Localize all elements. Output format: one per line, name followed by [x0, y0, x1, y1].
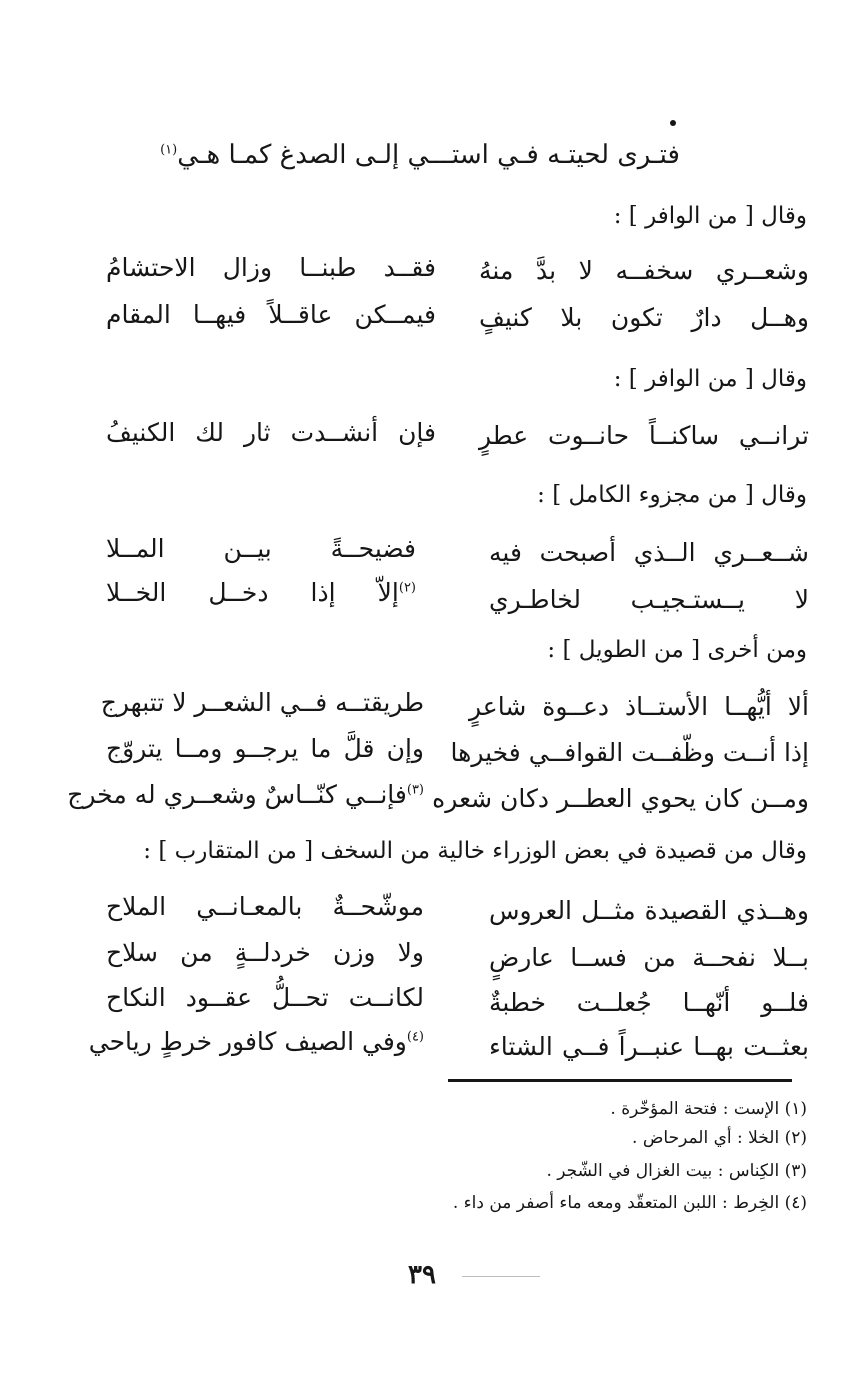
footnote: (١) الإست : فتحة المؤخّرة . [610, 1099, 807, 1119]
verse-first-hemistich: شــعــري الــذي أصبحت فيه [489, 538, 809, 567]
verse-first-hemistich: بعثــت بهــا عنبــراً فــي الشتاء [489, 1032, 809, 1061]
verse-second-hemistich: وإن قلَّ ما يرجــو ومــا يتروّج [106, 734, 424, 763]
footnote-ref: (٤) [406, 1029, 424, 1045]
verse-first-hemistich: إذا أنــت وظّفــت القوافــي فخيرها [450, 738, 809, 767]
verse-first-hemistich: وهــذي القصيدة مثــل العروس [489, 896, 809, 925]
verse-second-hemistich: فضيحــةً بيــن المــلا [106, 534, 416, 563]
verse-first-hemistich: لا يــستـجيـب لخاطـري [489, 585, 809, 614]
footnote-ref: (٢) [398, 580, 416, 596]
section-intro: وقال [ من مجزوء الكامل ] : [537, 482, 807, 508]
opening-verse [100, 140, 740, 170]
verse-first-hemistich: فلــو أنّهــا جُعلــت خطبةٌ [489, 988, 809, 1017]
verse-second-hemistich [67, 780, 424, 809]
verse-second-hemistich: موشّحــةٌ بالمعـانــي الملاح [106, 892, 424, 921]
verse-first-hemistich: ترانــي ساكنــاً حانــوت عطرٍ [479, 421, 809, 450]
footnote-ref: (٣) [406, 782, 424, 798]
footnote-separator [448, 1079, 792, 1082]
verse-second-hemistich: طريقتــه فــي الشعــر لا تتبهرج [100, 688, 424, 717]
verse-second-hemistich: فيمــكن عاقــلاً فيهــا المقام [106, 300, 436, 329]
section-intro: وقال [ من الوافر ] : [613, 203, 807, 229]
footnote-ref: (١) [160, 142, 178, 158]
verse-second-hemistich: فقــد طبنــا وزال الاحتشامُ [106, 253, 436, 282]
verse-second-hemistich: ولا وزن خردلــةٍ من سلاح [106, 938, 424, 967]
verse-first-hemistich: ألا أيُّهــا الأستــاذ دعــوة شاعرٍ [469, 692, 809, 721]
verse-first-hemistich: بــلا نفحــة من فســا عارضٍ [489, 943, 809, 972]
verse-second-hemistich [106, 578, 416, 607]
section-intro: وقال من قصيدة في بعض الوزراء خالية من السخف [ من المتقارب ] : [143, 838, 807, 864]
verse-first-hemistich: وهــل دارٌ تكون بلا كنيفٍ [479, 303, 809, 332]
section-intro: ومن أخرى [ من الطويل ] : [547, 637, 807, 663]
verse-second-hemistich: لكانــت تحــلُّ عقــود النكاح [106, 983, 424, 1012]
scan-mark [462, 1276, 540, 1277]
verse-text: وفي الصيف كافور خرطٍ رياحي [88, 1027, 407, 1056]
ink-dot [670, 120, 676, 126]
page-number: ٣٩ [408, 1260, 436, 1290]
footnote: (٢) الخلا : أي المرحاض . [632, 1128, 807, 1148]
verse-first-hemistich: وشعــري سخفــه لا بدَّ منهُ [479, 256, 809, 285]
verse-first-hemistich: ومــن كان يحوي العطــر دكان شعره [432, 784, 809, 813]
verse-second-hemistich [88, 1027, 424, 1056]
verse-text: إلاّ إذا دخــل الخــلا [106, 578, 399, 607]
footnote: (٣) الكِناس : بيت الغزال في الشّجر . [546, 1161, 807, 1181]
opening-verse-text: فتـرى لحيتـه فـي استـــي إلـى الصدغ كمـا هـي [177, 140, 680, 170]
verse-text: فإنــي كنّــاسٌ وشعــري له مخرج [67, 780, 407, 809]
footnote: (٤) الخِرط : اللبن المتعقّد ومعه ماء أصفر من داء . [452, 1193, 807, 1213]
verse-second-hemistich: فإن أنشــدت ثار لك الكنيفُ [106, 418, 436, 447]
section-intro: وقال [ من الوافر ] : [613, 366, 807, 392]
